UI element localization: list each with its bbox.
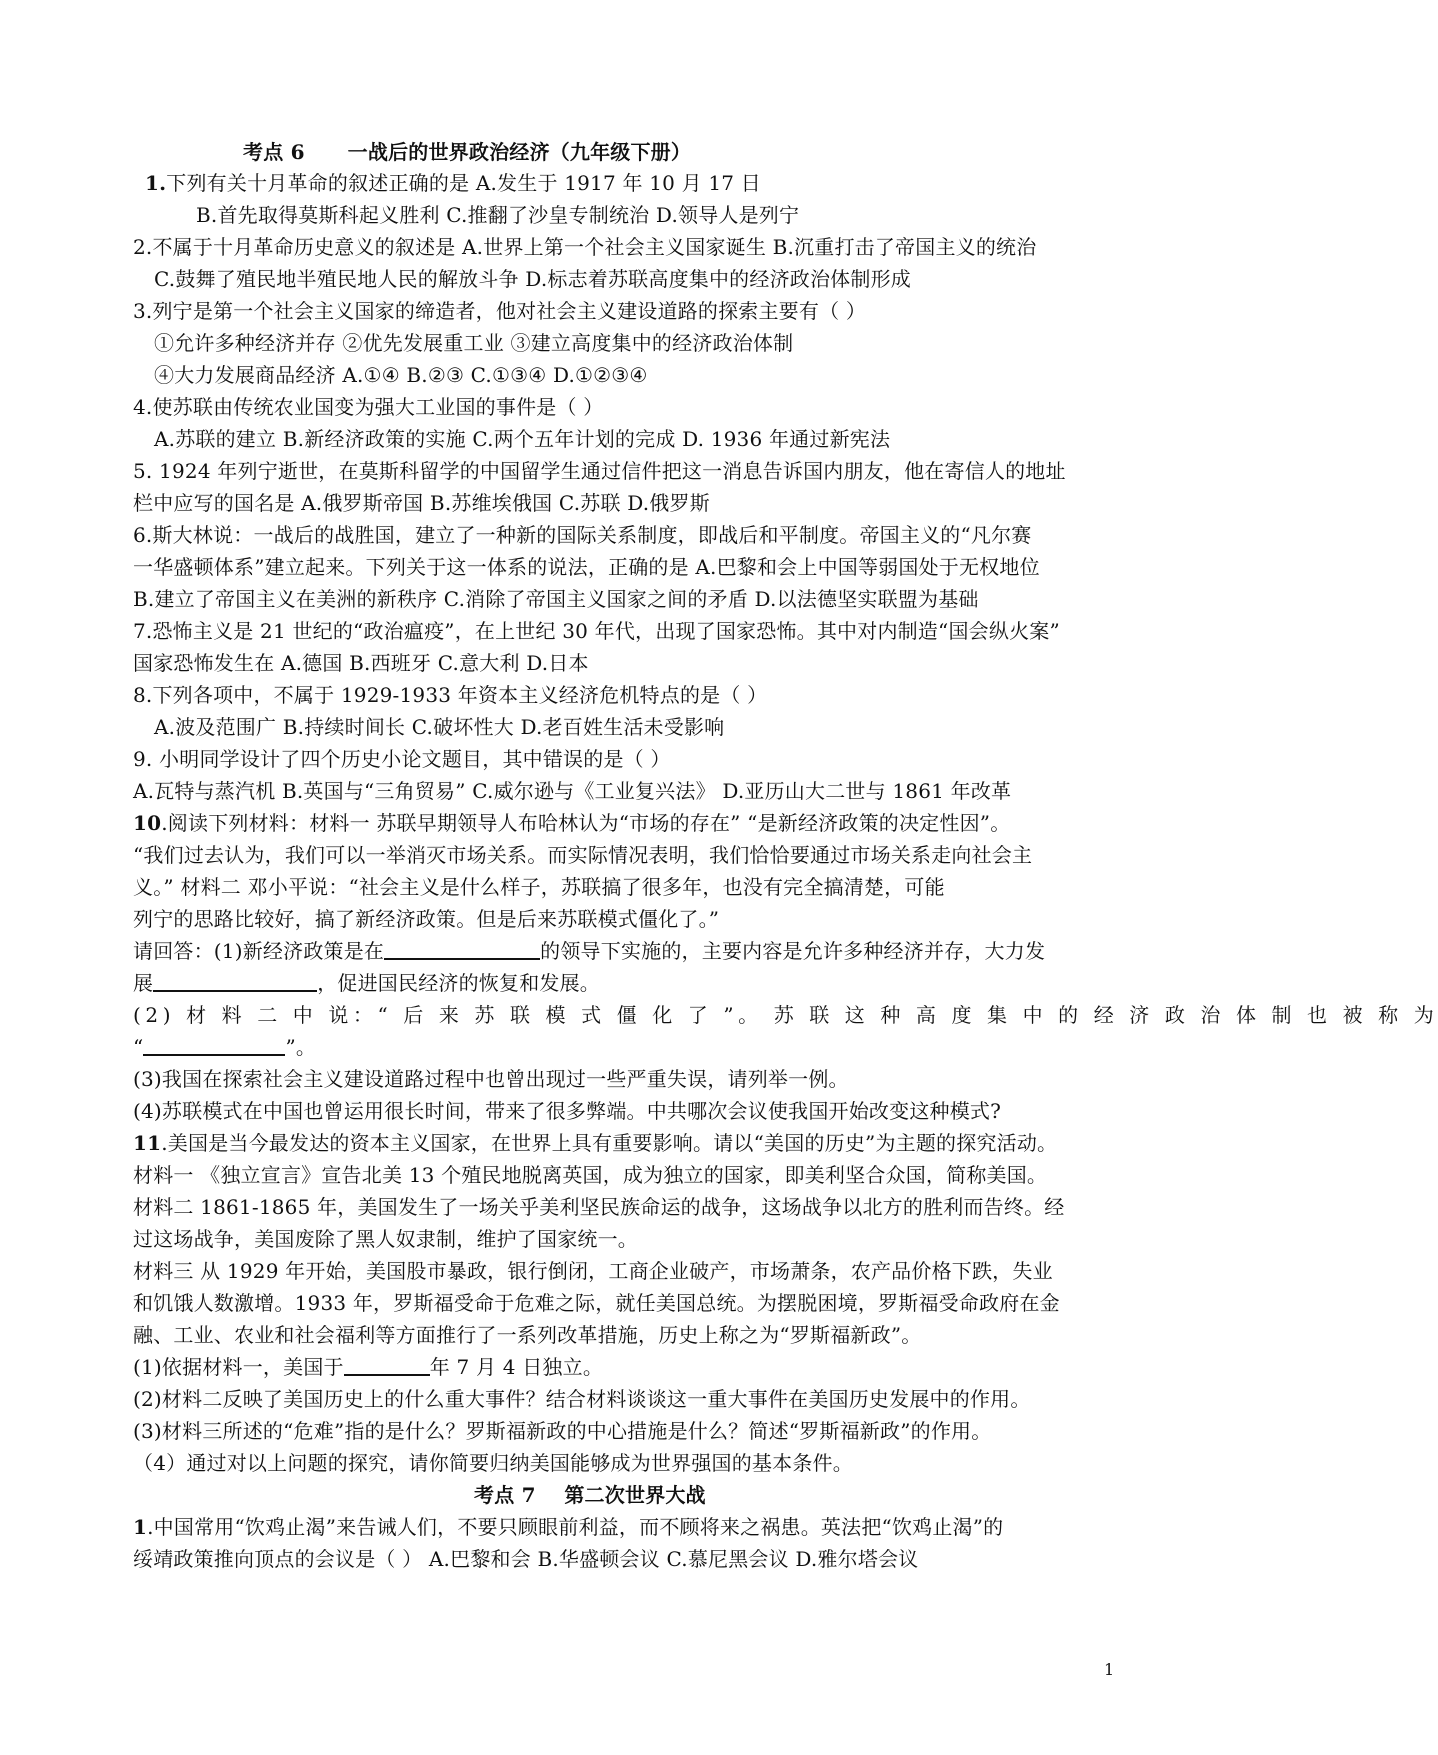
q10-sub2-cont [133,1032,316,1062]
q11-material-3: 材料三 从 1929 年开始，美国股市暴政，银行倒闭，工商企业破产，市场萧条，农产品价格下跌，失业 [133,1259,1053,1283]
q10-sub1 [133,936,1045,966]
answer-blank[interactable] [153,970,317,992]
answer-blank[interactable] [384,938,540,960]
question-3: 3.列宁是第一个社会主义国家的缔造者，他对社会主义建设道路的探索主要有（ ） [133,299,867,323]
question-number: 1. [145,171,167,195]
q5-options: 栏中应写的国名是 A.俄罗斯帝国 B.苏维埃俄国 C.苏联 D.俄罗斯 [133,491,710,515]
question-8: 8.下列各项中，不属于 1929-1933 年资本主义经济危机特点的是（ ） [133,683,768,707]
q1-options: B.首先取得莫斯科起义胜利 C.推翻了沙皇专制统治 D.领导人是列宁 [196,203,800,227]
question-6-cont: 一华盛顿体系”建立起来。下列关于这一体系的说法，正确的是 A.巴黎和会上中国等弱国处于无权地位 [133,555,1040,579]
q10-sub2: (2) 材 料 二 中 说：“ 后 来 苏 联 模 式 僵 化 了 ”。 苏 联 这 种 高 度 集 中 的 经 济 政 治 体 制 也 被 称 为 [133,1003,1438,1027]
answer-blank[interactable] [143,1034,285,1056]
section6-title-text: 一战后的世界政治经济（九年级下册） [347,140,692,164]
question-2: 2.不属于十月革命历史意义的叙述是 A.世界上第一个社会主义国家诞生 B.沉重打击了帝国主义的统治 [133,235,1037,259]
q11-material-3-cont: 和饥饿人数激增。1933 年，罗斯福受命于危难之际，就任美国总统。为摆脱困境，罗斯福受命政府在金 [133,1291,1060,1315]
section7-title-text: 第二次世界大战 [564,1483,706,1507]
q11-sub3: (3)材料三所述的“危难”指的是什么？罗斯福新政的中心措施是什么？简述“罗斯福新政”的作用。 [133,1419,992,1443]
question-text: 下列有关十月革命的叙述正确的是 A.发生于 1917 年 10 月 17 日 [166,171,761,195]
q11-material-1: 材料一 《独立宣言》宣告北美 13 个殖民地脱离英国，成为独立的国家，即美利坚合众国，简称美国。 [133,1163,1048,1187]
q7-options: 国家恐怖发生在 A.德国 B.西班牙 C.意大利 D.日本 [133,651,589,675]
quote-open: “ [133,1035,144,1059]
q6-options: B.建立了帝国主义在美洲的新秩序 C.消除了帝国主义国家之间的矛盾 D.以法德坚实联盟为基础 [133,587,979,611]
section6-title [243,137,691,167]
sub1-prefix: (1)依据材料一，美国于 [133,1355,344,1379]
material-2-cont: 列宁的思路比较好，搞了新经济政策。但是后来苏联模式僵化了。” [133,907,720,931]
q8-options: A.波及范围广 B.持续时间长 C.破坏性大 D.老百姓生活未受影响 [154,715,725,739]
q11-material-2-cont: 过这场战争，美国废除了黑人奴隶制，维护了国家统一。 [133,1227,638,1251]
sub1-prefix: 请回答：(1)新经济政策是在 [133,939,385,963]
sub1-suffix: 年 7 月 4 日独立。 [429,1355,604,1379]
q3-items: ①允许多种经济并存 ②优先发展重工业 ③建立高度集中的经济政治体制 [154,331,794,355]
question-4: 4.使苏联由传统农业国变为强大工业国的事件是（ ） [133,395,604,419]
question-number: 10 [133,811,162,835]
question-1 [145,168,761,198]
question-11 [133,1128,1057,1158]
q2-options: C.鼓舞了殖民地半殖民地人民的解放斗争 D.标志着苏联高度集中的经济政治体制形成 [154,267,911,291]
q11-sub2: (2)材料二反映了美国历史上的什么重大事件？结合材料谈谈这一重大事件在美国历史发展中的作用。 [133,1387,1031,1411]
question-9: 9. 小明同学设计了四个历史小论文题目，其中错误的是（ ） [133,747,671,771]
q11-sub4: （4）通过对以上问题的探究，请你简要归纳美国能够成为世界强国的基本条件。 [133,1451,853,1475]
section6-label: 考点 6 [243,140,305,164]
q10-sub3: (3)我国在探索社会主义建设道路过程中也曾出现过一些严重失误，请列举一例。 [133,1067,849,1091]
question-number: 11 [133,1131,162,1155]
q10-sub1-cont [133,968,600,998]
s7-q1-options: 绥靖政策推向顶点的会议是（ ） A.巴黎和会 B.华盛顿会议 C.慕尼黑会议 D.雅尔塔会议 [133,1547,919,1571]
q11-material-3-cont2: 融、工业、农业和社会福利等方面推行了一系列改革措施，历史上称之为“罗斯福新政”。 [133,1323,922,1347]
q4-options: A.苏联的建立 B.新经济政策的实施 C.两个五年计划的完成 D. 1936 年通过新宪法 [154,427,891,451]
q10-sub4: (4)苏联模式在中国也曾运用很长时间，带来了很多弊端。中共哪次会议使我国开始改变这种模式? [133,1099,1002,1123]
question-text: .阅读下列材料：材料一 苏联早期领导人布哈林认为“市场的存在” “是新经济政策的决定性因”。 [161,811,1011,835]
material-1-cont: “我们过去认为，我们可以一举消灭市场关系。而实际情况表明，我们恰恰要通过市场关系走向社会主 [133,843,1033,867]
quote-close: ”。 [285,1035,317,1059]
question-6: 6.斯大林说：一战后的战胜国，建立了一种新的国际关系制度，即战后和平制度。帝国主义的“凡尔赛 [133,523,1032,547]
question-text: .美国是当今最发达的资本主义国家，在世界上具有重要影响。请以“美国的历史”为主题的探究活动。 [161,1131,1058,1155]
page-number: 1 [1104,1660,1115,1679]
s7-question-1 [133,1512,1003,1542]
question-number: 1 [133,1515,148,1539]
sub1-cont-prefix: 展 [133,971,154,995]
q11-sub1 [133,1352,603,1382]
section7-title [474,1480,706,1510]
answer-blank[interactable] [344,1354,430,1376]
question-text: .中国常用“饮鸡止渴”来告诫人们，不要只顾眼前利益，而不顾将来之祸患。英法把“饮鸡止渴”的 [147,1515,1004,1539]
sub1-suffix: 的领导下实施的，主要内容是允许多种经济并存，大力发 [540,939,1046,963]
section7-label: 考点 7 [474,1483,536,1507]
q11-material-2: 材料二 1861-1865 年，美国发生了一场关乎美利坚民族命运的战争，这场战争以北方的胜利而告终。经 [133,1195,1065,1219]
question-5: 5. 1924 年列宁逝世，在莫斯科留学的中国留学生通过信件把这一消息告诉国内朋友，他在寄信人的地址 [133,459,1066,483]
sub1-cont-suffix: ，促进国民经济的恢复和发展。 [317,971,601,995]
q3-options: ④大力发展商品经济 A.①④ B.②③ C.①③④ D.①②③④ [154,363,648,387]
question-10 [133,808,1010,838]
question-7: 7.恐怖主义是 21 世纪的“政治瘟疫”，在上世纪 30 年代，出现了国家恐怖。其中对内制造“国会纵火案” [133,619,1060,643]
material-2: 义。” 材料二 邓小平说：“社会主义是什么样子，苏联搞了很多年，也没有完全搞清楚，可能 [133,875,945,899]
q9-options: A.瓦特与蒸汽机 B.英国与“三角贸易” C.威尔逊与《工业复兴法》 D.亚历山大二世与 1861 年改革 [133,779,1012,803]
